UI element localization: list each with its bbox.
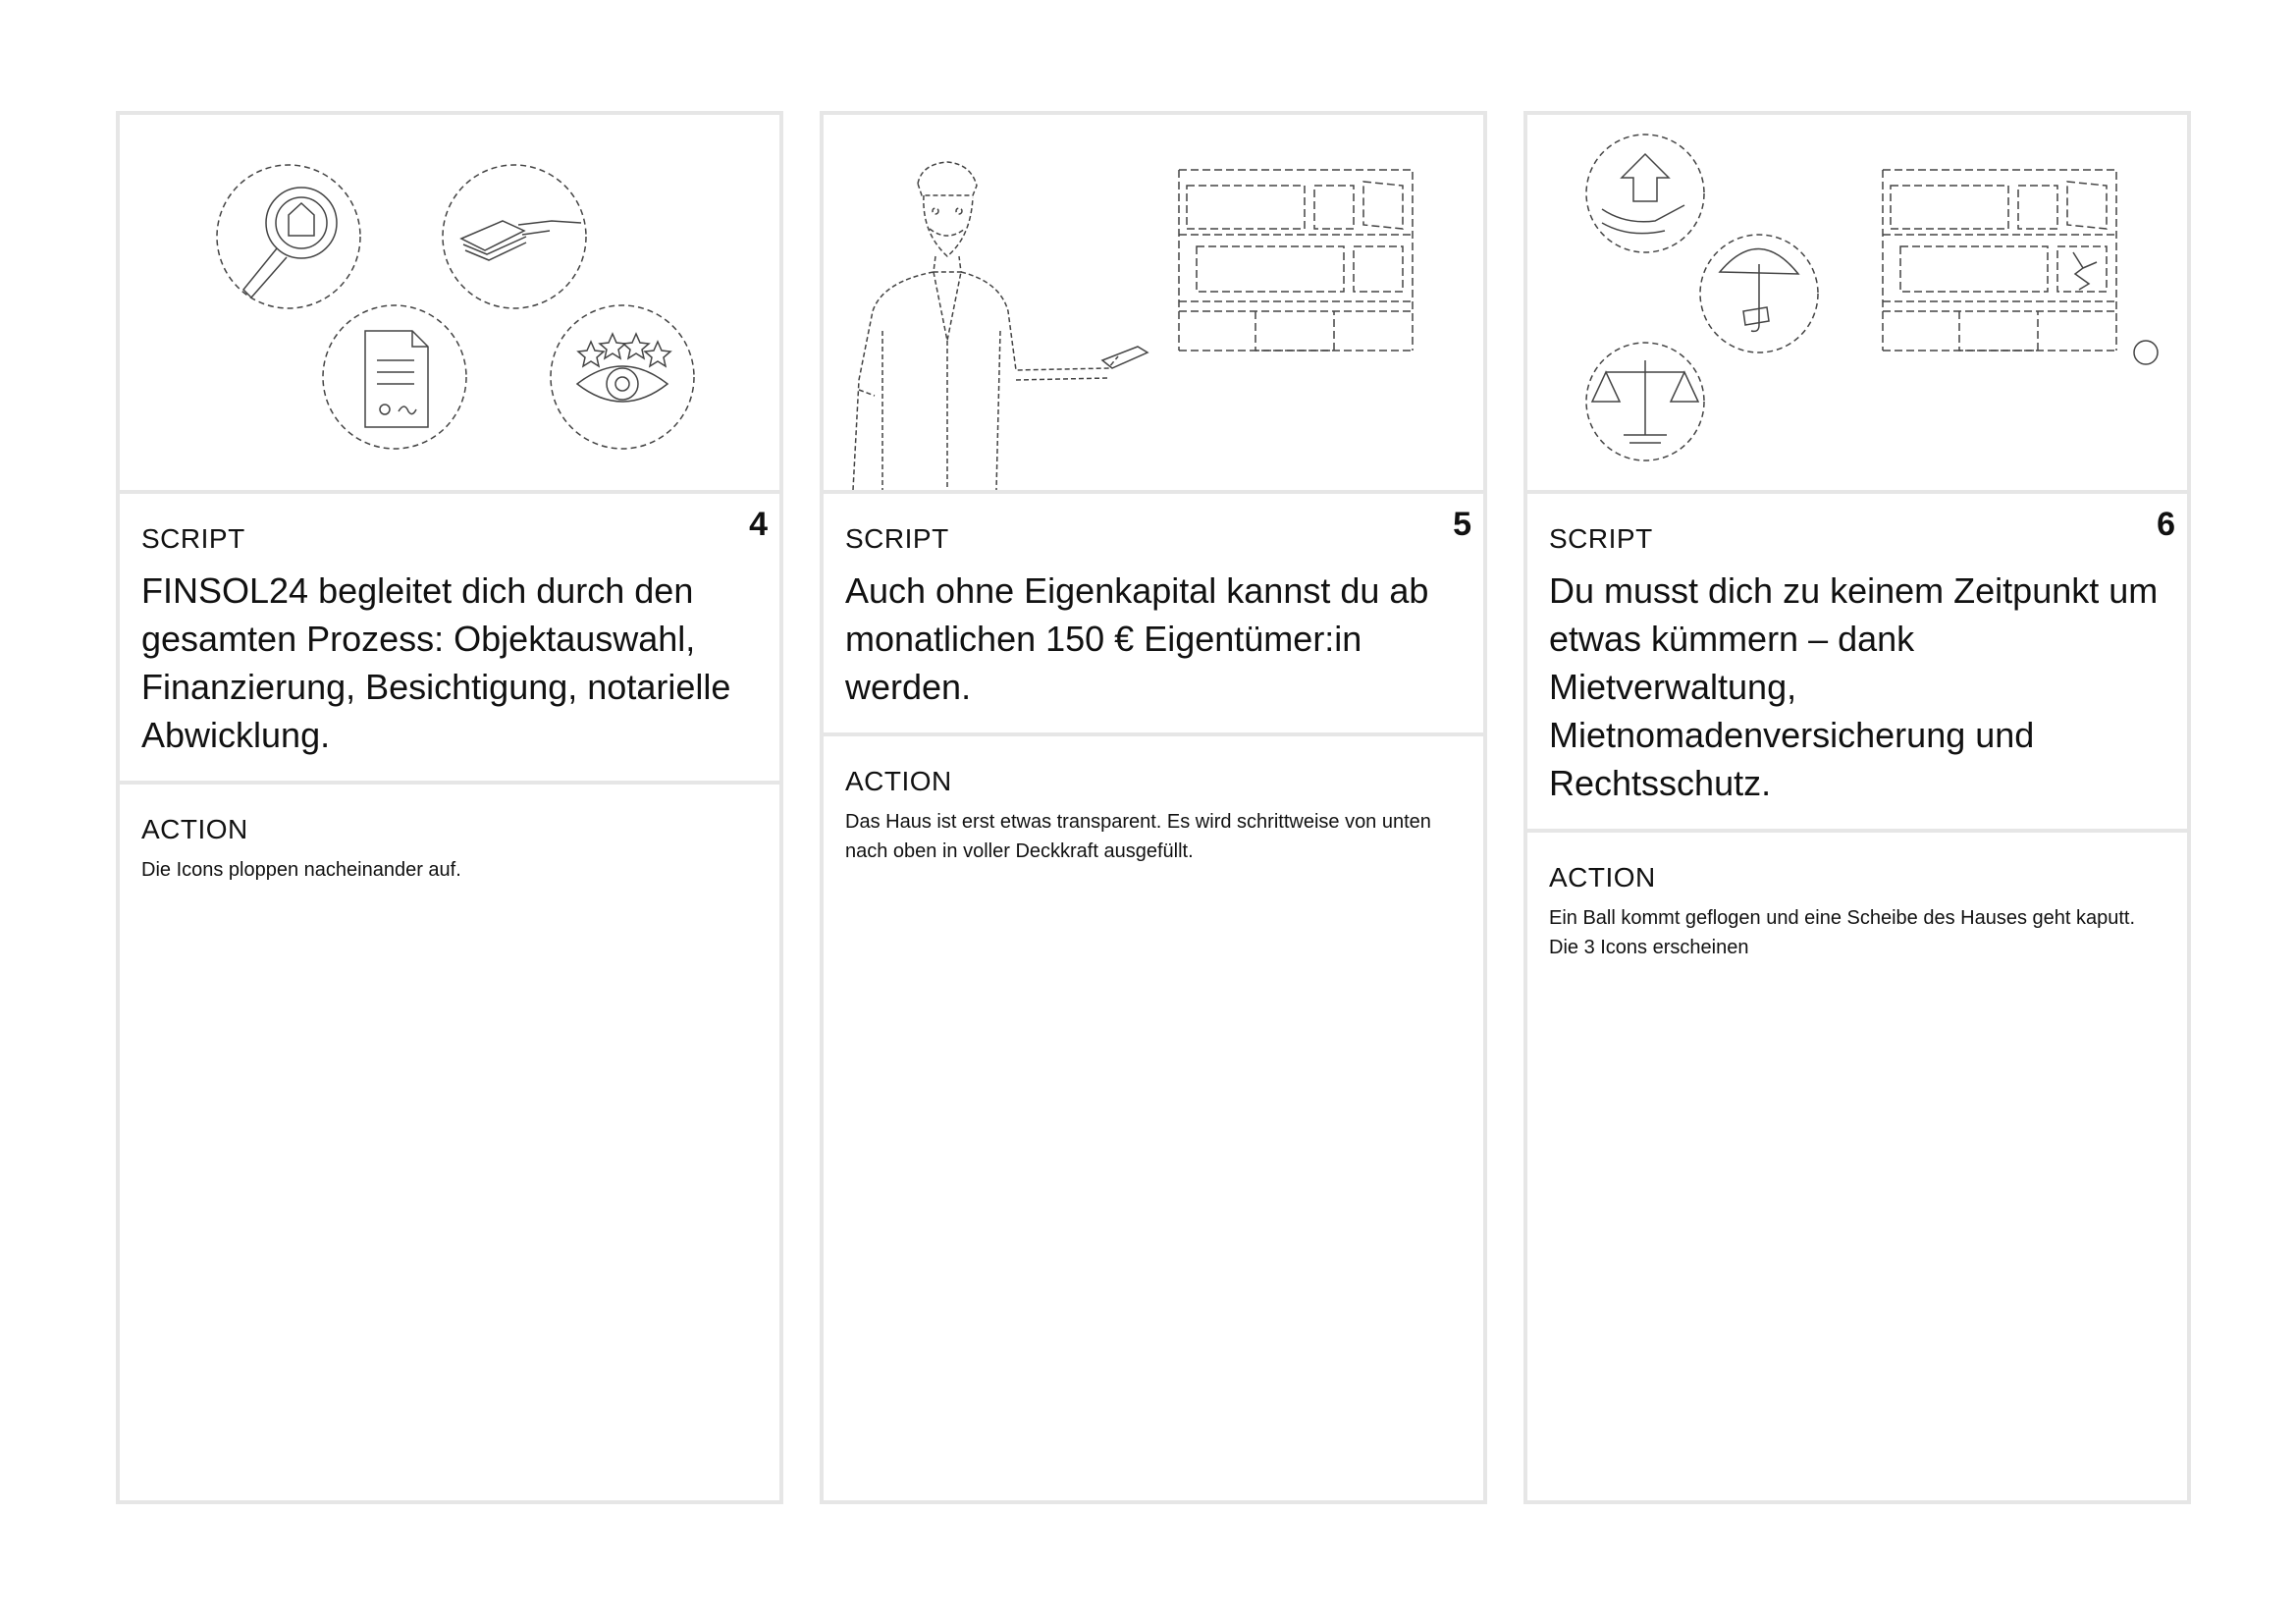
action-text: Ein Ball kommt geflogen und eine Scheibe des Hauses geht kaputt. Die 3 Icons erscheinen	[1549, 907, 2136, 958]
panel-number: 6	[2157, 506, 2175, 543]
script-label: SCRIPT	[1549, 523, 1653, 554]
action-label: ACTION	[845, 766, 952, 796]
hand-money-icon	[443, 165, 586, 308]
script-section	[1527, 494, 2187, 833]
house-icon	[1179, 170, 1413, 351]
phone-icon	[1102, 347, 1148, 368]
action-section	[120, 785, 779, 885]
illustration-area	[1527, 115, 2187, 494]
action-text: Das Haus ist erst etwas transparent. Es wird schrittweise von unten nach oben in voller Deckkraft ausgefüllt.	[845, 811, 1431, 862]
script-text: Auch ohne Eigenkapital kannst du ab monatlichen 150 € Eigentümer:in werden.	[845, 570, 1429, 707]
illustration-area	[824, 115, 1483, 494]
script-text: FINSOL24 begleitet dich durch den gesamten Prozess: Objektauswahl, Finanzierung, Besichtigung, notarielle Abwicklung.	[141, 570, 731, 755]
script-text: Du musst dich zu keinem Zeitpunkt um etwas kümmern – dank Mietverwaltung, Mietnomadenversicherung und Rechtsschutz.	[1549, 570, 2159, 803]
storyboard-panel-4	[116, 111, 783, 1504]
panel-number: 5	[1453, 506, 1471, 543]
script-section	[120, 494, 779, 785]
man-pointing-icon	[853, 162, 1118, 490]
ball-icon	[2134, 341, 2158, 364]
hand-house-icon	[1586, 135, 1704, 252]
panel-number: 4	[749, 506, 768, 543]
document-signature-icon	[323, 305, 466, 449]
scales-icon	[1586, 343, 1704, 460]
action-label: ACTION	[1549, 862, 1656, 893]
script-label: SCRIPT	[141, 523, 245, 554]
illustration-area	[120, 115, 779, 494]
umbrella-icon	[1700, 235, 1818, 352]
crack-icon	[2073, 252, 2097, 290]
action-section	[824, 736, 1483, 866]
script-section	[824, 494, 1483, 736]
magnifier-house-icon	[217, 165, 360, 308]
broken-house-icon	[1883, 170, 2116, 351]
script-label: SCRIPT	[845, 523, 949, 554]
action-section	[1527, 833, 2187, 962]
storyboard-panel-5	[820, 111, 1487, 1504]
eye-stars-icon	[551, 305, 694, 449]
action-label: ACTION	[141, 814, 248, 844]
storyboard-panel-6	[1523, 111, 2191, 1504]
action-text: Die Icons ploppen nacheinander auf.	[141, 859, 461, 881]
